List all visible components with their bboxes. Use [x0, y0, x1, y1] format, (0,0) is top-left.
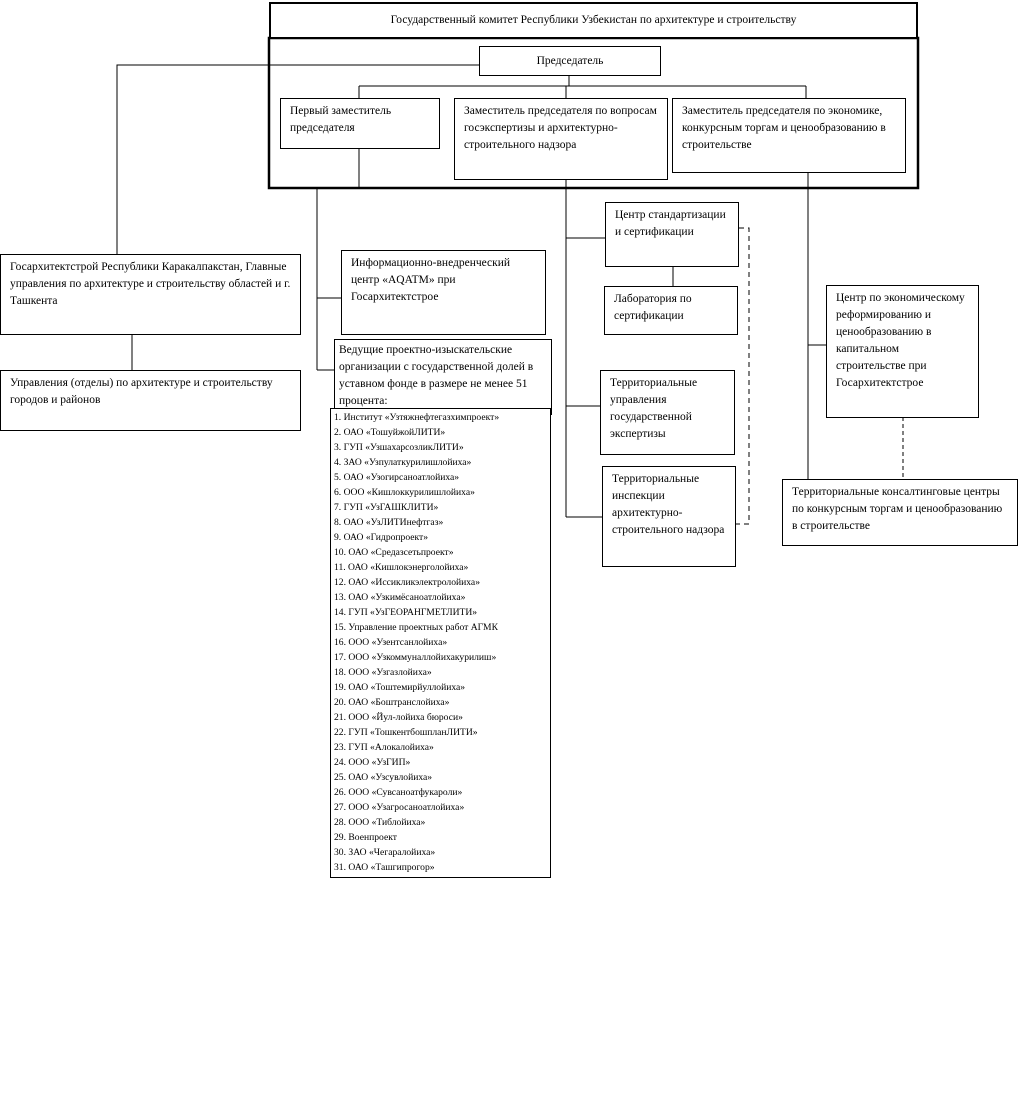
chairman-box: Председатель	[479, 46, 661, 76]
design-org-item: 4. ЗАО «Узпулаткурилишлойиха»	[334, 457, 472, 468]
line-chairman-regional	[117, 65, 479, 254]
design-org-item: 12. ОАО «Иссикликэлектролойиха»	[334, 577, 480, 588]
certification-lab-box: Лаборатория по сертификации	[604, 286, 738, 335]
territorial-expertise-box: Территориальные управления государственной экспертизы	[600, 370, 735, 455]
regional-admin-box: Госархитектстрой Республики Каракалпакстан, Главные управления по архитектуре и строительству областей и г. Ташкента	[0, 254, 301, 335]
design-org-item: 13. ОАО «Узкимёсаноатлойиха»	[334, 592, 466, 603]
design-org-item: 8. ОАО «УзЛИТИнефтгаз»	[334, 517, 444, 528]
design-orgs-list	[330, 408, 551, 878]
design-org-item: 11. ОАО «Кишлокэнерголойиха»	[334, 562, 469, 573]
standardization-center-box: Центр стандартизации и сертификации	[605, 202, 739, 267]
city-departments-box: Управления (отделы) по архитектуре и строительству городов и районов	[0, 370, 301, 431]
design-org-item: 27. ООО «Узагросаноатлойиха»	[334, 802, 465, 813]
design-org-item: 7. ГУП «УзГАШКЛИТИ»	[334, 502, 439, 513]
design-org-item: 2. ОАО «ТошуйжойЛИТИ»	[334, 427, 446, 438]
design-org-item: 19. ОАО «Тоштемирйуллойиха»	[334, 682, 466, 693]
design-org-item: 15. Управление проектных работ АГМК	[334, 622, 498, 633]
design-org-item: 28. ООО «Тиблойиха»	[334, 817, 426, 828]
design-org-item: 30. ЗАО «Чегаралойиха»	[334, 847, 436, 858]
dashed-bracket	[736, 228, 749, 524]
expertise-deputy-box: Заместитель председателя по вопросам госэкспертизы и архитектурно-строительного надзора	[454, 98, 668, 180]
economy-deputy-box: Заместитель председателя по экономике, конкурсным торгам и ценообразованию в строительстве	[672, 98, 906, 173]
design-orgs-header: Ведущие проектно-изыскательские организации с государственной долей в уставном фонде в размере не менее 51 процента:	[334, 339, 552, 415]
territorial-inspections-box: Территориальные инспекции архитектурно-строительного надзора	[602, 466, 736, 567]
design-org-item: 21. ООО «Йул-лойиха бюроси»	[334, 712, 463, 723]
committee-title: Государственный комитет Республики Узбекистан по архитектуре и строительству	[269, 2, 918, 39]
design-org-item: 6. ООО «Кишлоккурилишлойиха»	[334, 487, 475, 498]
design-org-item: 14. ГУП «УзГЕОРАНГМЕТЛИТИ»	[334, 607, 478, 618]
design-org-item: 25. ОАО «Узсувлойиха»	[334, 772, 433, 783]
design-org-item: 23. ГУП «Алокалойиха»	[334, 742, 434, 753]
design-org-item: 26. ООО «Сувсаноатфукароли»	[334, 787, 463, 798]
design-org-item: 16. ООО «Узентсанлойиха»	[334, 637, 448, 648]
design-org-item: 17. ООО «Узкоммуналлойихакурилиш»	[334, 652, 497, 663]
info-center-box: Информационно-внедренческий центр «AQATM» при Госархитектстрое	[341, 250, 546, 335]
design-org-item: 9. ОАО «Гидропроект»	[334, 532, 429, 543]
design-org-item: 10. ОАО «Средазсетьпроект»	[334, 547, 454, 558]
design-org-item: 1. Институт «Узтяжнефтегазхимпроект»	[334, 412, 500, 423]
design-org-item: 31. ОАО «Ташгипрогор»	[334, 862, 435, 873]
design-org-item: 20. ОАО «Боштранслойиха»	[334, 697, 450, 708]
design-org-item: 24. ООО «УзГИП»	[334, 757, 411, 768]
consulting-centers-box: Территориальные консалтинговые центры по конкурсным торгам и ценообразованию в строительстве	[782, 479, 1018, 546]
economic-center-box: Центр по экономическому реформированию и ценообразованию в капитальном строительстве при Госархитектстрое	[826, 285, 979, 418]
design-org-item: 29. Военпроект	[334, 832, 397, 843]
design-org-item: 3. ГУП «УзшахарсозликЛИТИ»	[334, 442, 464, 453]
design-org-item: 18. ООО «Узгазлойиха»	[334, 667, 432, 678]
first-deputy-box: Первый заместитель председателя	[280, 98, 440, 149]
design-org-item: 22. ГУП «ТошкентбошпланЛИТИ»	[334, 727, 478, 738]
design-org-item: 5. ОАО «Узогирсаноатлойиха»	[334, 472, 460, 483]
